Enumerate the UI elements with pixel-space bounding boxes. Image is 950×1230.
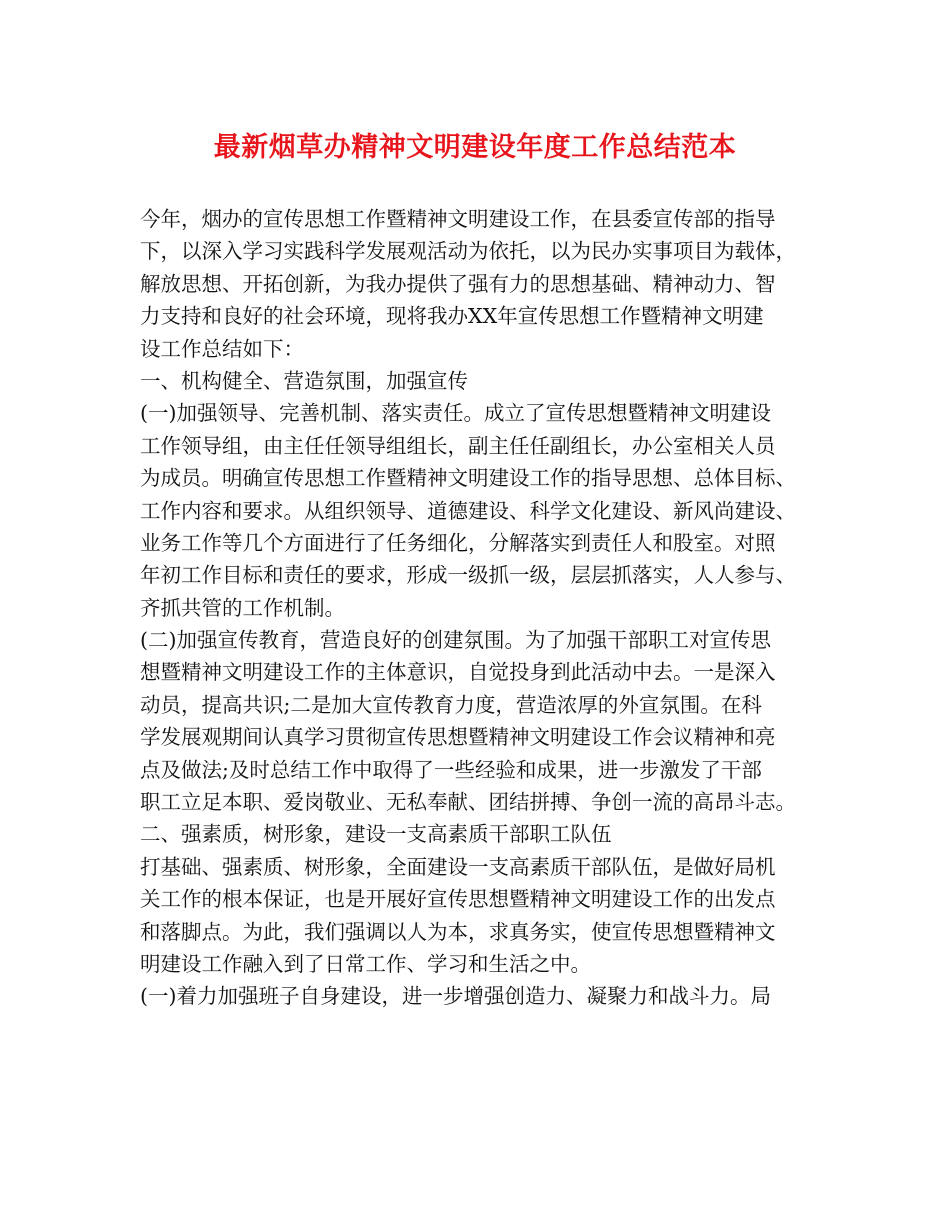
- body-line: 业务工作等几个方面进行了任务细化，分解落实到责任人和股室。对照: [140, 530, 776, 555]
- body-line: 下，以深入学习实践科学发展观活动为依托，以为民办实事项目为载体，: [140, 239, 796, 264]
- body-line: 年初工作目标和责任的要求，形成一级抓一级，层层抓落实，人人参与、: [140, 563, 796, 588]
- document-title: 最新烟草办精神文明建设年度工作总结范本: [213, 132, 737, 163]
- body-line: 动员，提高共识;二是加大宣传教育力度，营造浓厚的外宣氛围。在科: [140, 692, 762, 717]
- body-line: 工作领导组，由主任任领导组组长，副主任任副组长，办公室相关人员: [140, 433, 776, 458]
- body-line: 今年，烟办的宣传思想工作暨精神文明建设工作，在县委宣传部的指导: [140, 207, 776, 231]
- body-line: 和落脚点。为此，我们强调以人为本，求真务实，使宣传思想暨精神文: [140, 919, 776, 944]
- body-line: (一)加强领导、完善机制、落实责任。成立了宣传思想暨精神文明建设: [140, 401, 771, 426]
- body-line: 解放思想、开拓创新，为我办提供了强有力的思想基础、精神动力、智: [140, 271, 776, 296]
- body-line: 工作内容和要求。从组织领导、道德建设、科学文化建设、新风尚建设、: [140, 498, 796, 523]
- body-line: (一)着力加强班子自身建设，进一步增强创造力、凝聚力和战斗力。局: [140, 984, 771, 1009]
- body-line: 打基础、强素质、树形象，全面建设一支高素质干部队伍，是做好局机: [140, 854, 776, 879]
- body-line: 设工作总结如下：: [140, 336, 304, 361]
- body-line: 明建设工作融入到了日常工作、学习和生活之中。: [140, 951, 591, 976]
- section-heading: 二、强素质，树形象，建设一支高素质干部职工队伍: [140, 822, 612, 847]
- body-line: 学发展观期间认真学习贯彻宣传思想暨精神文明建设工作会议精神和亮: [140, 725, 776, 750]
- body-line: 职工立足本职、爱岗敬业、无私奉献、团结拼搏、争创一流的高昂斗志。: [140, 790, 796, 815]
- body-line: 齐抓共管的工作机制。: [140, 595, 345, 620]
- document-body: [140, 203, 830, 1013]
- body-line: 想暨精神文明建设工作的主体意识，自觉投身到此活动中去。一是深入: [140, 660, 776, 685]
- body-line: 力支持和良好的社会环境，现将我办XX年宣传思想工作暨精神文明建: [140, 304, 764, 329]
- body-line: (二)加强宣传教育，营造良好的创建氛围。为了加强干部职工对宣传思: [140, 628, 771, 653]
- section-heading: 一、机构健全、营造氛围，加强宣传: [140, 368, 468, 393]
- body-line: 为成员。明确宣传思想工作暨精神文明建设工作的指导思想、总体目标、: [140, 466, 796, 491]
- body-line: 点及做法;及时总结工作中取得了一些经验和成果，进一步激发了干部: [140, 757, 762, 782]
- body-line: 关工作的根本保证，也是开展好宣传思想暨精神文明建设工作的出发点: [140, 887, 776, 912]
